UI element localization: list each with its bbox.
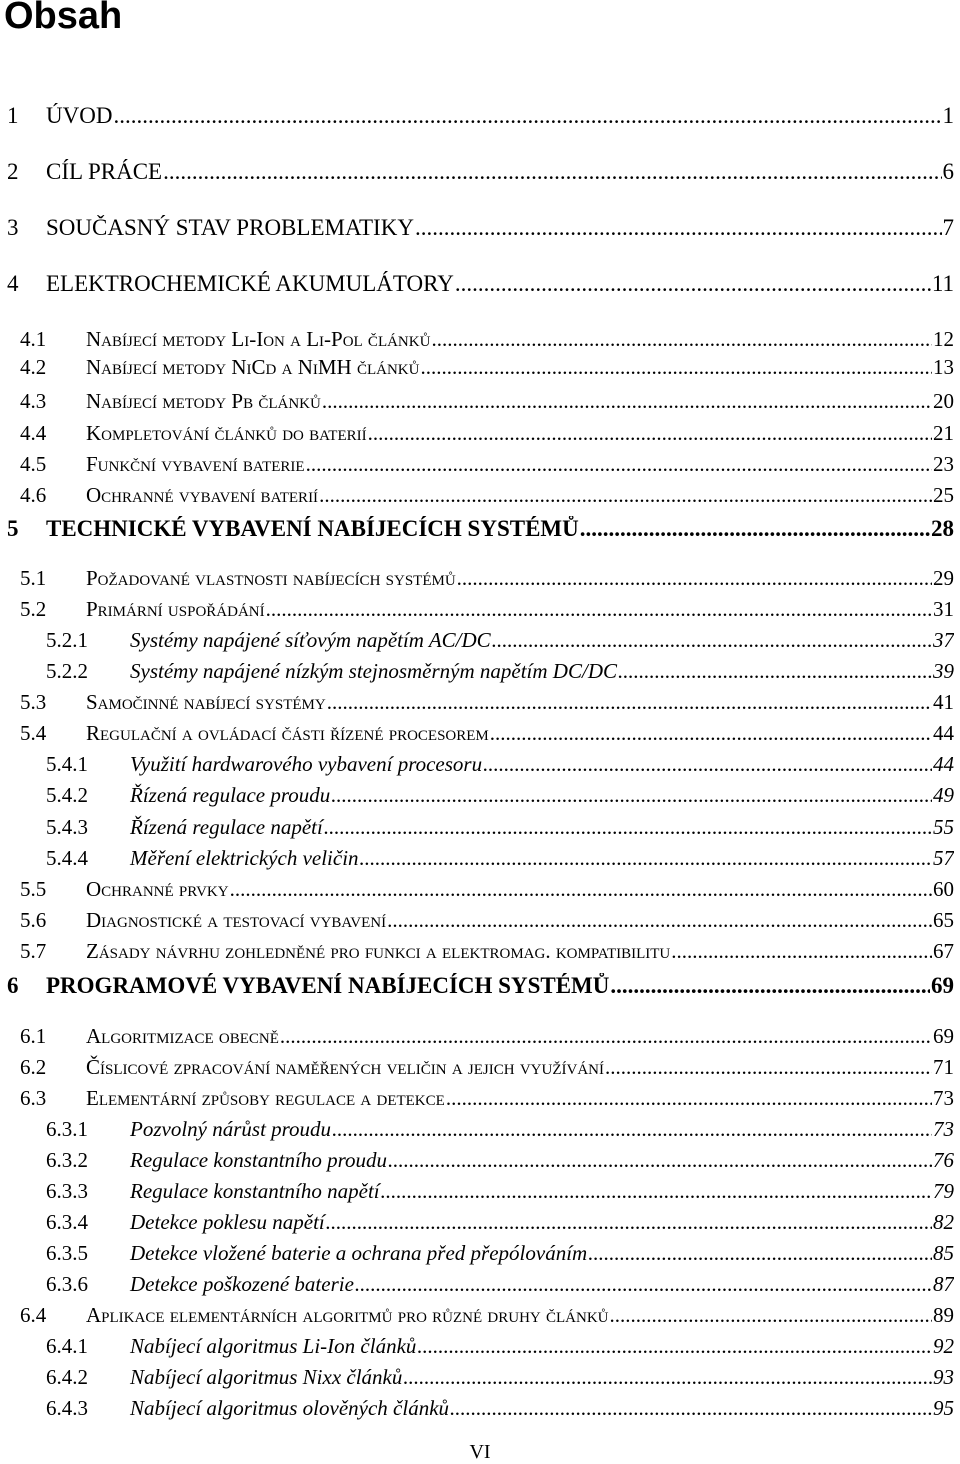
toc-leader xyxy=(387,908,932,933)
toc-page: 76 xyxy=(933,1148,954,1172)
toc-label: CÍL PRÁCE xyxy=(46,159,163,184)
toc-page: 25 xyxy=(933,483,954,507)
toc-label: Požadované vlastnosti nabíjecích systémů xyxy=(86,566,456,590)
toc-leader xyxy=(324,815,932,840)
toc-label: Ochranné prvky xyxy=(86,877,229,901)
toc-page: 1 xyxy=(942,103,954,128)
toc-leader xyxy=(609,1303,932,1328)
toc-page: 11 xyxy=(931,271,954,296)
toc-number: 3 xyxy=(7,215,19,240)
toc-entry-4-3[interactable] xyxy=(20,389,954,414)
toc-label: Regulace konstantního napětí xyxy=(130,1179,380,1203)
toc-entry-4-4[interactable] xyxy=(20,421,954,446)
toc-number: 4.2 xyxy=(20,355,47,379)
toc-entry-6-3-3[interactable] xyxy=(46,1179,954,1204)
toc-page: 44 xyxy=(933,752,954,776)
toc-number: 6.3.3 xyxy=(46,1179,88,1203)
toc-label: Řízená regulace napětí xyxy=(130,815,323,839)
toc-leader xyxy=(415,215,942,241)
toc-leader xyxy=(355,1272,932,1297)
toc-entry-4-1[interactable] xyxy=(20,327,954,352)
toc-number: 6.2 xyxy=(20,1055,47,1079)
toc-number: 6.3.2 xyxy=(46,1148,88,1172)
toc-number: 6.4.3 xyxy=(46,1396,88,1420)
toc-entry-6-1[interactable] xyxy=(20,1024,954,1049)
toc-label: Diagnostické a testovací vybavení xyxy=(86,908,387,932)
toc-label: Měření elektrických veličin xyxy=(130,846,359,870)
toc-leader xyxy=(230,877,932,902)
toc-leader xyxy=(455,271,931,297)
toc-leader xyxy=(266,597,932,622)
toc-number: 5.2.2 xyxy=(46,659,88,683)
toc-label: Aplikace elementárních algoritmů pro různé druhy článků xyxy=(86,1303,609,1327)
toc-label: Využití hardwarového vybavení procesoru xyxy=(130,752,483,776)
toc-leader xyxy=(319,483,932,508)
toc-entry-5-4-2[interactable] xyxy=(46,783,954,808)
toc-page: 57 xyxy=(933,846,954,870)
toc-number: 5.1 xyxy=(20,566,47,590)
page-number-footer: VI xyxy=(469,1441,491,1463)
toc-page: 39 xyxy=(933,659,954,683)
toc-number: 6.3.4 xyxy=(46,1210,88,1234)
toc-page: 65 xyxy=(933,908,954,932)
toc-leader xyxy=(483,752,932,777)
toc-label: Elementární způsoby regulace a detekce xyxy=(86,1086,445,1110)
toc-leader xyxy=(420,355,932,380)
toc-entry-2[interactable] xyxy=(7,159,954,185)
toc-label: Nabíjecí metody NiCd a NiMH článků xyxy=(86,355,420,379)
toc-label: Nabíjecí metody Li-Ion a Li-Pol článků xyxy=(86,327,431,351)
toc-entry-5-4-3[interactable] xyxy=(46,815,954,840)
toc-number: 5.5 xyxy=(20,877,47,901)
toc-number: 5.4.3 xyxy=(46,815,88,839)
toc-label: Algoritmizace obecně xyxy=(86,1024,279,1048)
toc-entry-5-4-1[interactable] xyxy=(46,752,954,777)
toc-label: Detekce vložené baterie a ochrana před přepólováním xyxy=(130,1241,588,1265)
toc-label: Nabíjecí algoritmus Li-Ion článků xyxy=(130,1334,417,1358)
toc-page: 20 xyxy=(933,389,954,413)
toc-label: Nabíjecí algoritmus olověných článků xyxy=(130,1396,450,1420)
toc-entry-5-2-1[interactable] xyxy=(46,628,954,653)
toc-number: 4.4 xyxy=(20,421,47,445)
toc-entry-3[interactable] xyxy=(7,215,954,241)
toc-number: 4 xyxy=(7,271,19,296)
toc-leader xyxy=(360,846,932,871)
toc-leader xyxy=(417,1334,932,1359)
toc-number: 2 xyxy=(7,159,19,184)
toc-entry-5-1[interactable] xyxy=(20,566,954,591)
toc-number: 6.4.1 xyxy=(46,1334,88,1358)
toc-leader xyxy=(580,516,930,542)
toc-label: PROGRAMOVÉ VYBAVENÍ NABÍJECÍCH SYSTÉMŮ xyxy=(46,973,610,998)
toc-number: 4.1 xyxy=(20,327,47,351)
toc-entry-5-2[interactable] xyxy=(20,597,954,622)
toc-entry-5-2-2[interactable] xyxy=(46,659,954,684)
toc-number: 5.2 xyxy=(20,597,47,621)
toc-entry-4-2[interactable] xyxy=(20,355,954,380)
toc-label: Systémy napájené nízkým stejnosměrným napětím DC/DC xyxy=(130,659,617,683)
toc-label: Ochranné vybavení baterií xyxy=(86,483,319,507)
toc-entry-5-3[interactable] xyxy=(20,690,954,715)
toc-number: 6.3.5 xyxy=(46,1241,88,1265)
toc-number: 4.3 xyxy=(20,389,47,413)
toc-page: 21 xyxy=(933,421,954,445)
toc-number: 5.4.4 xyxy=(46,846,88,870)
toc-label: TECHNICKÉ VYBAVENÍ NABÍJECÍCH SYSTÉMŮ xyxy=(46,516,579,541)
toc-label: Detekce poškozené baterie xyxy=(130,1272,354,1296)
toc-page: 31 xyxy=(933,597,954,621)
toc-entry-6-3-5[interactable] xyxy=(46,1241,954,1266)
toc-leader xyxy=(163,159,941,185)
toc-leader xyxy=(368,421,932,446)
toc-page: 13 xyxy=(933,355,954,379)
toc-number: 4.5 xyxy=(20,452,47,476)
toc-page: 60 xyxy=(933,877,954,901)
toc-page: 6 xyxy=(942,159,954,184)
toc-number: 5.4.2 xyxy=(46,783,88,807)
toc-number: 6.4.2 xyxy=(46,1365,88,1389)
toc-label: Primární uspořádání xyxy=(86,597,265,621)
toc-entry-6-3-4[interactable] xyxy=(46,1210,954,1235)
toc-entry-4[interactable] xyxy=(7,271,954,297)
toc-leader xyxy=(588,1241,932,1266)
toc-label: Regulace konstantního proudu xyxy=(130,1148,388,1172)
toc-label: Regulační a ovládací části řízené procesorem xyxy=(86,721,489,745)
toc-page: 87 xyxy=(933,1272,954,1296)
toc-label: Nabíjecí algoritmus Nixx článků xyxy=(130,1365,403,1389)
toc-entry-5-6[interactable] xyxy=(20,908,954,933)
toc-page: 69 xyxy=(933,1024,954,1048)
toc-entry-5-4-4[interactable] xyxy=(46,846,954,871)
toc-page: 23 xyxy=(933,452,954,476)
toc-page: 55 xyxy=(933,815,954,839)
toc-entry-6-3-2[interactable] xyxy=(46,1148,954,1173)
toc-leader xyxy=(492,628,932,653)
toc-label: Detekce poklesu napětí xyxy=(130,1210,325,1234)
toc-label: Nabíjecí metody Pb článků xyxy=(86,389,321,413)
toc-entry-6-4[interactable] xyxy=(20,1303,954,1328)
toc-entry-6-3-6[interactable] xyxy=(46,1272,954,1297)
toc-number: 6.3.6 xyxy=(46,1272,88,1296)
toc-entry-5[interactable] xyxy=(7,516,954,542)
toc-leader xyxy=(403,1365,932,1390)
toc-page: 95 xyxy=(933,1396,954,1420)
toc-label: Samočinné nabíjecí systémy xyxy=(86,690,326,714)
toc-page: 73 xyxy=(933,1117,954,1141)
toc-number: 5.7 xyxy=(20,939,47,963)
toc-entry-6-4-3[interactable] xyxy=(46,1396,954,1421)
toc-entry-5-4[interactable] xyxy=(20,721,954,746)
toc-page: 73 xyxy=(933,1086,954,1110)
toc-page: 93 xyxy=(933,1365,954,1389)
toc-number: 5 xyxy=(7,516,19,541)
toc-label: ÚVOD xyxy=(46,103,113,128)
toc-leader xyxy=(322,389,932,414)
toc-entry-4-5[interactable] xyxy=(20,452,954,477)
toc-leader xyxy=(280,1024,932,1049)
toc-leader xyxy=(446,1086,932,1111)
toc-label: Kompletování článků do baterií xyxy=(86,421,367,445)
toc-entry-6-2[interactable] xyxy=(20,1055,954,1080)
toc-label: Zásady návrhu zohledněné pro funkci a elektromag. kompatibilitu xyxy=(86,939,671,963)
toc-entry-6-4-1[interactable] xyxy=(46,1334,954,1359)
toc-leader xyxy=(457,566,932,591)
toc-label: Číslicové zpracování naměřených veličin a jejich využívání xyxy=(86,1055,604,1079)
toc-entry-1[interactable] xyxy=(7,103,954,129)
toc-page: 29 xyxy=(933,566,954,590)
toc-number: 5.4 xyxy=(20,721,47,745)
toc-number: 5.3 xyxy=(20,690,47,714)
toc-page: 69 xyxy=(931,973,954,998)
toc-number: 4.6 xyxy=(20,483,47,507)
toc-label: SOUČASNÝ STAV PROBLEMATIKY xyxy=(46,215,414,240)
toc-entry-6-4-2[interactable] xyxy=(46,1365,954,1390)
toc-page: 71 xyxy=(933,1055,954,1079)
toc-label: ELEKTROCHEMICKÉ AKUMULÁTORY xyxy=(46,271,454,296)
toc-leader xyxy=(388,1148,932,1173)
toc-number: 5.4.1 xyxy=(46,752,88,776)
toc-entry-5-7[interactable] xyxy=(20,939,954,964)
toc-leader xyxy=(332,1117,932,1142)
toc-label: Funkční vybavení baterie xyxy=(86,452,305,476)
toc-page: 85 xyxy=(933,1241,954,1265)
toc-leader xyxy=(610,973,930,999)
toc-number: 6.4 xyxy=(20,1303,47,1327)
toc-leader xyxy=(618,659,932,684)
toc-number: 6.3.1 xyxy=(46,1117,88,1141)
toc-leader xyxy=(450,1396,932,1421)
toc-page: 67 xyxy=(933,939,954,963)
toc-leader xyxy=(306,452,932,477)
toc-page: 92 xyxy=(933,1334,954,1358)
toc-leader xyxy=(381,1179,932,1204)
toc-page: 44 xyxy=(933,721,954,745)
toc-leader xyxy=(113,103,941,129)
toc-number: 6.1 xyxy=(20,1024,47,1048)
toc-page: 37 xyxy=(933,628,954,652)
toc-page: 82 xyxy=(933,1210,954,1234)
page-title: Obsah xyxy=(4,0,123,37)
toc-leader xyxy=(490,721,932,746)
toc-entry-5-5[interactable] xyxy=(20,877,954,902)
toc-page: 89 xyxy=(933,1303,954,1327)
toc-entry-6[interactable] xyxy=(7,973,954,999)
toc-leader xyxy=(327,690,932,715)
toc-leader xyxy=(326,1210,932,1235)
toc-page: 41 xyxy=(933,690,954,714)
toc-label: Systémy napájené síťovým napětím AC/DC xyxy=(130,628,491,652)
toc-entry-6-3-1[interactable] xyxy=(46,1117,954,1142)
toc-page: 12 xyxy=(933,327,954,351)
toc-label: Pozvolný nárůst proudu xyxy=(130,1117,332,1141)
toc-page: 49 xyxy=(933,783,954,807)
toc-leader xyxy=(431,327,932,352)
toc-label: Řízená regulace proudu xyxy=(130,783,331,807)
toc-leader xyxy=(605,1055,932,1080)
toc-page: 28 xyxy=(931,516,954,541)
toc-leader xyxy=(671,939,932,964)
toc-number: 6 xyxy=(7,973,19,998)
toc-number: 6.3 xyxy=(20,1086,47,1110)
toc-number: 1 xyxy=(7,103,19,128)
toc-page: 79 xyxy=(933,1179,954,1203)
toc-page: 7 xyxy=(942,215,954,240)
toc-entry-4-6[interactable] xyxy=(20,483,954,508)
toc-number: 5.2.1 xyxy=(46,628,88,652)
toc-leader xyxy=(331,783,932,808)
toc-entry-6-3[interactable] xyxy=(20,1086,954,1111)
toc-number: 5.6 xyxy=(20,908,47,932)
